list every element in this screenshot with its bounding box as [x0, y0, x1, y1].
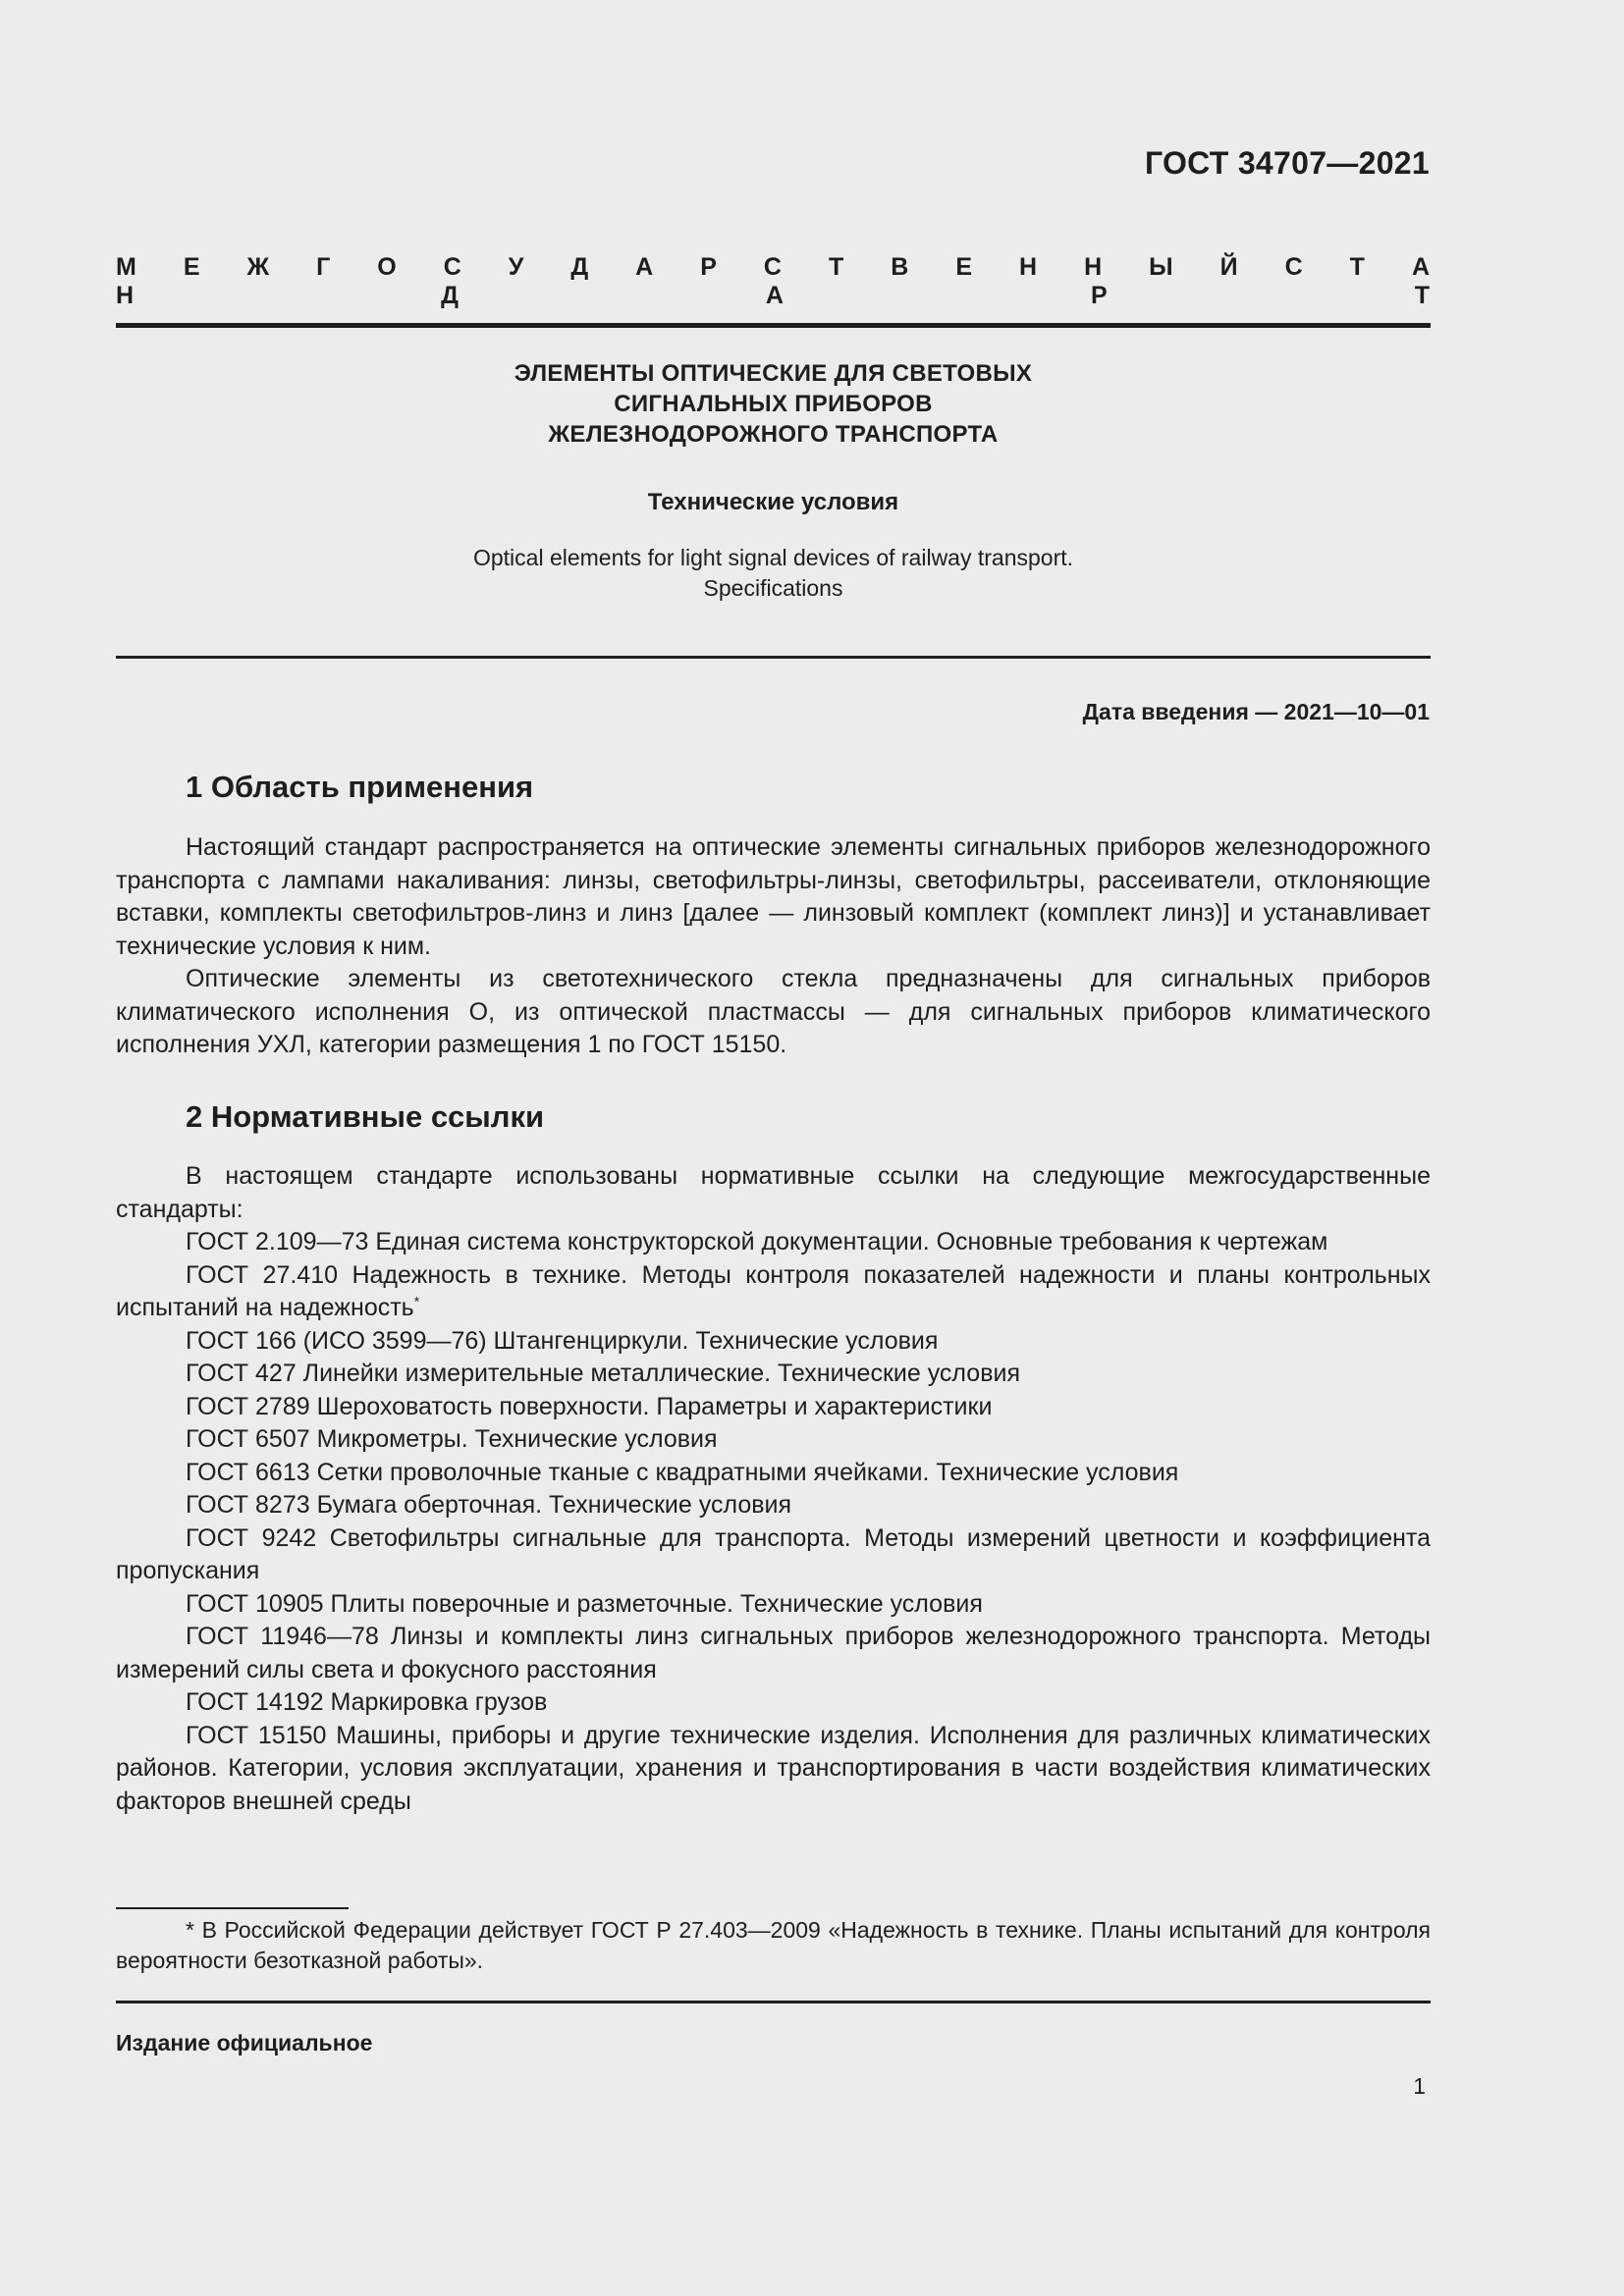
title-divider [116, 656, 1431, 659]
english-title-line: Optical elements for light signal devices of railway transport. [472, 545, 1074, 570]
footnote-marker: * [413, 1293, 420, 1309]
document-number: ГОСТ 34707—2021 [1144, 145, 1430, 181]
reference-item: ГОСТ 2789 Шероховатость поверхности. Параметры и характеристики [186, 1392, 993, 1420]
standard-kind-word-1: М Е Ж Г О С У Д А Р С Т В Е Н Н Ы Й [116, 253, 1238, 281]
reference-item: ГОСТ 15150 Машины, приборы и другие технические изделия. Исполнения для различных климатических районов. Категории, условия эксплуатации, хранения и транспортирования в части воздействия климатических факторов внешней среды [116, 1721, 1431, 1815]
reference-item [116, 1259, 1431, 1325]
introduction-date: Дата введения — 2021—10—01 [1082, 699, 1430, 724]
title-line: СИГНАЛЬНЫХ ПРИБОРОВ [614, 391, 933, 417]
section-body [116, 831, 1431, 1062]
section-body [116, 1160, 1431, 1818]
standard-kind-word-2: С Т А Н Д А Р Т [116, 253, 1431, 309]
paragraph: Настоящий стандарт распространяется на оптические элементы сигнальных приборов железнодорожного транспорта с лампами накаливания: линзы, светофильтры-линзы, светофильтры, рассеиватели, отклоняющие вставки, комплекты светофильтров-линз и линз [далее — линзовый комплект (комплект линз)] и устанавливает технические условия к ним. [116, 833, 1431, 960]
title-line: ЖЕЛЕЗНОДОРОЖНОГО ТРАНСПОРТА [548, 421, 999, 448]
footnote-divider [116, 1907, 349, 1909]
paragraph: В настоящем стандарте использованы нормативные ссылки на следующие межгосударственные стандарты: [116, 1162, 1431, 1223]
reference-item: ГОСТ 11946—78 Линзы и комплекты линз сигнальных приборов железнодорожного транспорта. Методы измерений силы света и фокусного расстояния [116, 1623, 1431, 1683]
paragraph: Оптические элементы из светотехнического стекла предназначены для сигнальных приборов климатического исполнения О, из оптической пластмассы — для сигнальных приборов климатического исполнения УХЛ, категории размещения 1 по ГОСТ 15150. [116, 965, 1431, 1058]
reference-item: ГОСТ 2.109—73 Единая система конструкторской документации. Основные требования к чертежам [186, 1228, 1328, 1255]
reference-item: ГОСТ 6613 Сетки проволочные тканые с квадратными ячейками. Технические условия [186, 1458, 1179, 1486]
reference-item: ГОСТ 6507 Микрометры. Технические условия [186, 1425, 718, 1453]
reference-item: ГОСТ 427 Линейки измерительные металлические. Технические условия [186, 1360, 1020, 1387]
reference-text: ГОСТ 27.410 Надежность в технике. Методы контроля показателей надежности и планы контрольных испытаний на надежность [116, 1260, 1431, 1321]
footnote: * В Российской Федерации действует ГОСТ Р 27.403—2009 «Надежность в технике. Планы испытаний для контроля вероятности безотказной работы». [116, 1917, 1431, 1973]
reference-item: ГОСТ 9242 Светофильтры сигнальные для транспорта. Методы измерений цветности и коэффициента пропускания [116, 1523, 1431, 1584]
subtitle: Технические условия [647, 489, 899, 515]
edition-label: Издание официальное [116, 2030, 373, 2056]
standard-kind-heading [116, 253, 1430, 310]
top-divider [116, 323, 1431, 328]
section-heading: 2 Нормативные ссылки [186, 1099, 545, 1134]
section-heading: 1 Область применения [186, 770, 534, 804]
reference-item: ГОСТ 10905 Плиты поверочные и разметочные. Технические условия [186, 1589, 983, 1618]
english-title-line: Specifications [703, 575, 843, 601]
page-number: 1 [1413, 2073, 1426, 2099]
title-line: ЭЛЕМЕНТЫ ОПТИЧЕСКИЕ ДЛЯ СВЕТОВЫХ [514, 360, 1033, 387]
title-block [116, 358, 1431, 604]
reference-item: ГОСТ 166 (ИСО 3599—76) Штангенциркули. Технические условия [186, 1326, 939, 1355]
bottom-divider [116, 2001, 1431, 2003]
reference-item: ГОСТ 8273 Бумага оберточная. Технические условия [186, 1491, 792, 1519]
reference-item: ГОСТ 14192 Маркировка грузов [186, 1688, 548, 1716]
